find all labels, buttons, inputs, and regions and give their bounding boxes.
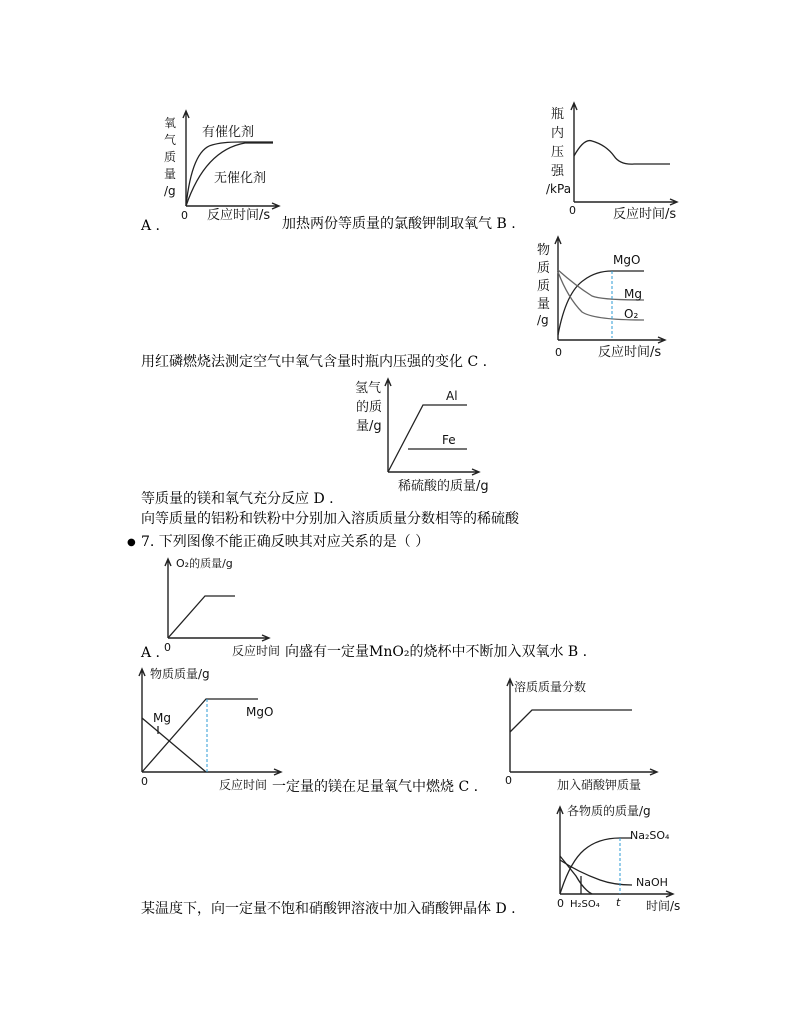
q7-option-a-desc: 向盛有一定量MnO₂的烧杯中不断加入双氧水 B . — [285, 644, 588, 660]
chart-7d-x-zero: 0 — [557, 897, 564, 910]
chart-7b-ylabel: 物质质量/g — [150, 667, 210, 681]
chart-6d-series-fe: Fe — [442, 433, 456, 447]
chart-6a-ylabel-4: /g — [164, 184, 176, 198]
q7-option-b-desc: 一定量的镁在足量氧气中燃烧 C . — [272, 779, 479, 795]
chart-6c-series-o2: O₂ — [624, 307, 639, 321]
chart-6b-x-zero: 0 — [569, 204, 576, 217]
chart-6a-ylabel-2: 质 — [164, 150, 177, 164]
chart-7c-ylabel: 溶质质量分数 — [514, 680, 587, 694]
chart-6d-series-al: Al — [446, 389, 458, 403]
chart-6c-ylabel-3: 量 — [537, 297, 551, 312]
q7-stem: 7. 下列图像不能正确反映其对应关系的是（ ） — [141, 534, 430, 550]
chart-6a-x-zero: 0 — [181, 209, 188, 222]
q6-option-d-desc: 向等质量的铝粉和铁粉中分别加入溶质质量分数相等的稀硫酸 — [141, 511, 519, 527]
chart-6a-xlabel: 反应时间/s — [207, 208, 271, 223]
chart-7a-xlabel: 反应时间 — [232, 644, 281, 658]
chart-6b-xlabel: 反应时间/s — [613, 207, 677, 222]
naoh-curve — [560, 860, 632, 885]
chart-7d-xlabel: 时间/s — [646, 899, 681, 913]
q6-option-a-label: A . — [141, 218, 161, 234]
chart-6b-ylabel-3: 强 — [551, 164, 565, 179]
chart-6b-ylabel-2: 压 — [551, 145, 565, 160]
chart-6a-line2-label: 无催化剂 — [214, 171, 267, 186]
chart-6b-ylabel-4: /kPa — [546, 182, 572, 196]
chart-6c-xlabel: 反应时间/s — [598, 345, 662, 360]
chart-7d-xtick-h2so4: H₂SO₄ — [570, 899, 600, 910]
chart-6b-ylabel-0: 瓶 — [551, 107, 565, 122]
chart-7a-x-zero: 0 — [164, 641, 171, 654]
chart-6a-ylabel-3: 量 — [164, 167, 177, 181]
chart-6c-series-mgo: MgO — [613, 253, 641, 267]
q7-option-c-desc: 某温度下，向一定量不饱和硝酸钾溶液中加入硝酸钾晶体 D . — [141, 901, 516, 917]
chart-6d-ylabel-0: 氢气 — [355, 381, 382, 396]
chart-7b-x-zero: 0 — [141, 775, 148, 788]
q6-option-b-desc: 用红磷燃烧法测定空气中氧气含量时瓶内压强的变化 C . — [141, 354, 488, 370]
chart-6c-x-zero: 0 — [555, 346, 562, 359]
chart-6a-line1-label: 有催化剂 — [202, 125, 255, 140]
chart-7d-series-naoh: NaOH — [636, 876, 668, 889]
chart-6c-ylabel-0: 物 — [537, 243, 551, 258]
q7-bullet: ● — [127, 537, 136, 548]
chart-7d-xtick-t: t — [616, 896, 621, 909]
chart-7d-series-na2so4: Na₂SO₄ — [630, 829, 670, 842]
chart-7b-xlabel: 反应时间 — [219, 778, 268, 792]
chart-6b-ylabel-1: 内 — [551, 126, 565, 141]
chart-7c-x-zero: 0 — [505, 774, 512, 787]
chart-6a-ylabel-1: 气 — [164, 133, 177, 147]
chart-6d-ylabel-1: 的质 — [356, 400, 383, 415]
chart-7d-ylabel: 各物质的质量/g — [567, 804, 651, 818]
chart-6c-ylabel-2: 质 — [537, 279, 551, 294]
chart-6c-ylabel-1: 质 — [537, 261, 551, 276]
chart-7b-series-mgo: MgO — [246, 705, 274, 719]
chart-6d-xlabel: 稀硫酸的质量/g — [398, 479, 489, 494]
q6-option-a-desc: 加热两份等质量的氯酸钾制取氧气 B . — [282, 216, 516, 232]
q6-option-c-desc: 等质量的镁和氧气充分反应 D . — [141, 491, 334, 507]
chart-7b-series-mg: Mg — [153, 711, 171, 725]
chart-7c-xlabel: 加入硝酸钾质量 — [557, 778, 642, 792]
q7-option-a-label: A . — [141, 645, 161, 661]
chart-6c-ylabel-4: /g — [537, 313, 549, 327]
chart-6c-series-mg: Mg — [624, 287, 642, 301]
chart-6a-ylabel-0: 氧 — [164, 116, 177, 130]
chart-6d-ylabel-2: 量/g — [356, 419, 382, 434]
chart-7a-ylabel: O₂的质量/g — [176, 557, 233, 570]
